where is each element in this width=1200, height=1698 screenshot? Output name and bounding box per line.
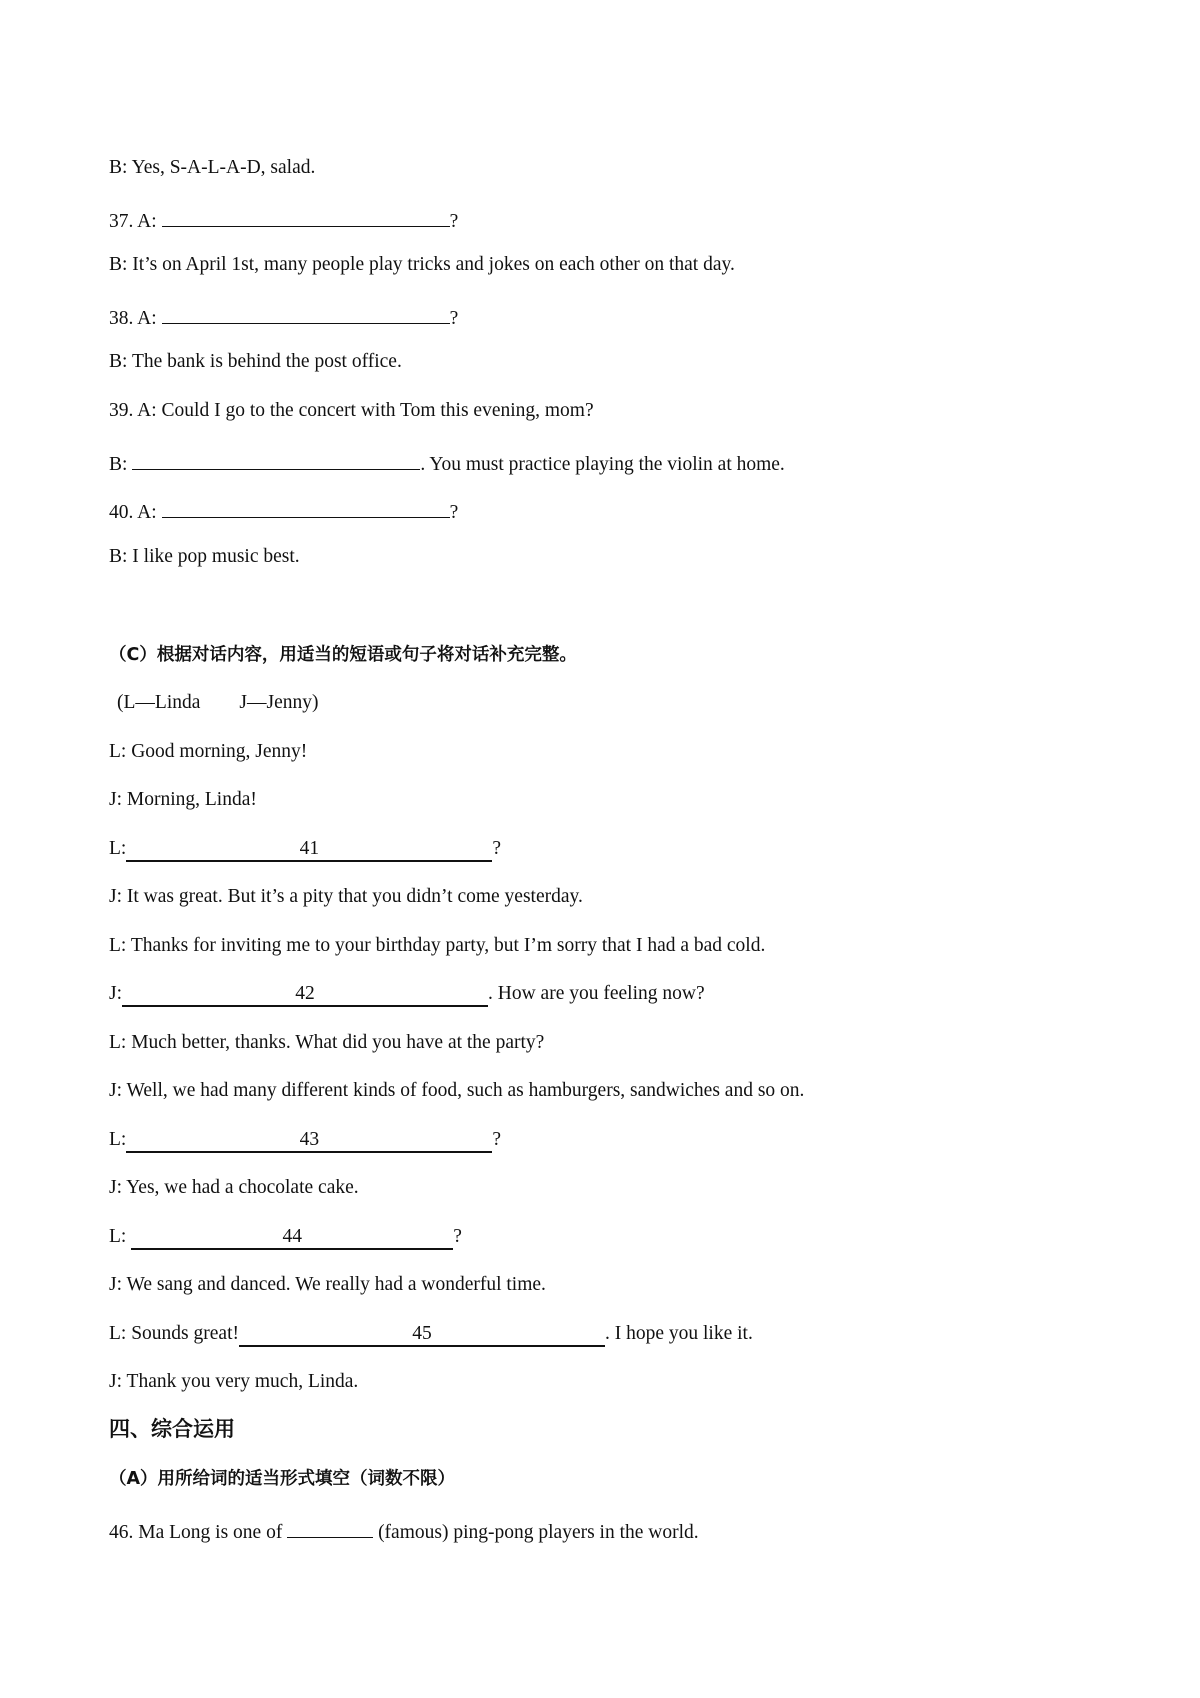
dialogue-blank-44-line [109, 1225, 462, 1250]
dialogue-j2: J: It was great. But it’s a pity that you didn’t come yesterday. [109, 886, 583, 907]
answer-blank-40[interactable] [162, 496, 450, 518]
answer-blank-46[interactable] [287, 1516, 373, 1538]
answer-39-suffix: . You must practice playing the violin at home. [420, 454, 785, 475]
dialogue-j6: J: Thank you very much, Linda. [109, 1371, 359, 1392]
blank-44-prefix: L: [109, 1226, 132, 1247]
blank-42-prefix: J: [109, 983, 123, 1004]
dialogue-j5: J: We sang and danced. We really had a wonderful time. [109, 1274, 546, 1295]
answer-blank-39[interactable] [132, 448, 420, 470]
dialogue-j1: J: Morning, Linda! [109, 789, 257, 810]
section-4-title: 四、综合运用 [109, 1417, 235, 1441]
answer-39-prefix: B: [109, 454, 133, 475]
blank-43-suffix: ? [492, 1129, 501, 1150]
dialogue-j4: J: Yes, we had a chocolate cake. [109, 1177, 359, 1198]
dialogue-line-b-bank: B: The bank is behind the post office. [109, 351, 402, 372]
section-c-roles: (L—Linda J—Jenny) [117, 692, 319, 713]
answer-39-line [109, 448, 785, 477]
blank-45-prefix: L: Sounds great! [109, 1323, 239, 1344]
blank-45-suffix: . I hope you like it. [604, 1323, 753, 1344]
blank-43-prefix: L: [109, 1129, 127, 1150]
question-38-suffix: ? [449, 308, 459, 329]
question-46-prefix: 46. Ma Long is one of [109, 1522, 288, 1543]
answer-blank-38[interactable] [162, 302, 450, 324]
dialogue-j3: J: Well, we had many different kinds of food, such as hamburgers, sandwiches and so on. [109, 1080, 805, 1101]
blank-41-prefix: L: [109, 838, 127, 859]
dialogue-line-b-april: B: It’s on April 1st, many people play tricks and jokes on each other on that day. [109, 254, 735, 275]
section-4-subheading-a: （A）用所给词的适当形式填空（词数不限） [109, 1469, 456, 1489]
question-39: 39. A: Could I go to the concert with Tom this evening, mom? [109, 400, 594, 421]
blank-42-suffix: . How are you feeling now? [488, 983, 705, 1004]
answer-blank-42[interactable]: 42 [122, 984, 488, 1007]
question-37 [109, 205, 458, 234]
question-40-prefix: 40. A: [109, 502, 162, 523]
blank-41-suffix: ? [492, 838, 501, 859]
dialogue-l1: L: Good morning, Jenny! [109, 741, 308, 762]
question-40 [109, 496, 458, 525]
dialogue-l2: L: Thanks for inviting me to your birthday party, but I’m sorry that I had a bad cold. [109, 935, 766, 956]
answer-blank-37[interactable] [162, 205, 450, 227]
question-38-prefix: 38. A: [109, 308, 162, 329]
question-46-suffix: (famous) ping-pong players in the world. [373, 1522, 699, 1543]
question-37-prefix: 37. A: [109, 211, 162, 232]
answer-blank-41[interactable]: 41 [126, 839, 492, 862]
dialogue-blank-41-line [109, 837, 501, 862]
dialogue-blank-42-line [109, 982, 705, 1007]
answer-blank-45[interactable]: 45 [239, 1324, 605, 1347]
dialogue-line-b-salad: B: Yes, S-A-L-A-D, salad. [109, 157, 316, 178]
answer-blank-44[interactable]: 44 [131, 1227, 453, 1250]
question-46 [109, 1516, 699, 1545]
dialogue-l3: L: Much better, thanks. What did you have at the party? [109, 1032, 545, 1053]
dialogue-blank-45-line [109, 1322, 753, 1347]
question-38 [109, 302, 458, 331]
answer-blank-43[interactable]: 43 [126, 1130, 492, 1153]
question-40-suffix: ? [449, 502, 459, 523]
section-c-heading: （C）根据对话内容，用适当的短语或句子将对话补充完整。 [109, 645, 577, 665]
dialogue-line-b-pop: B: I like pop music best. [109, 546, 300, 567]
blank-44-suffix: ? [453, 1226, 462, 1247]
dialogue-blank-43-line [109, 1128, 501, 1153]
question-37-suffix: ? [449, 211, 459, 232]
